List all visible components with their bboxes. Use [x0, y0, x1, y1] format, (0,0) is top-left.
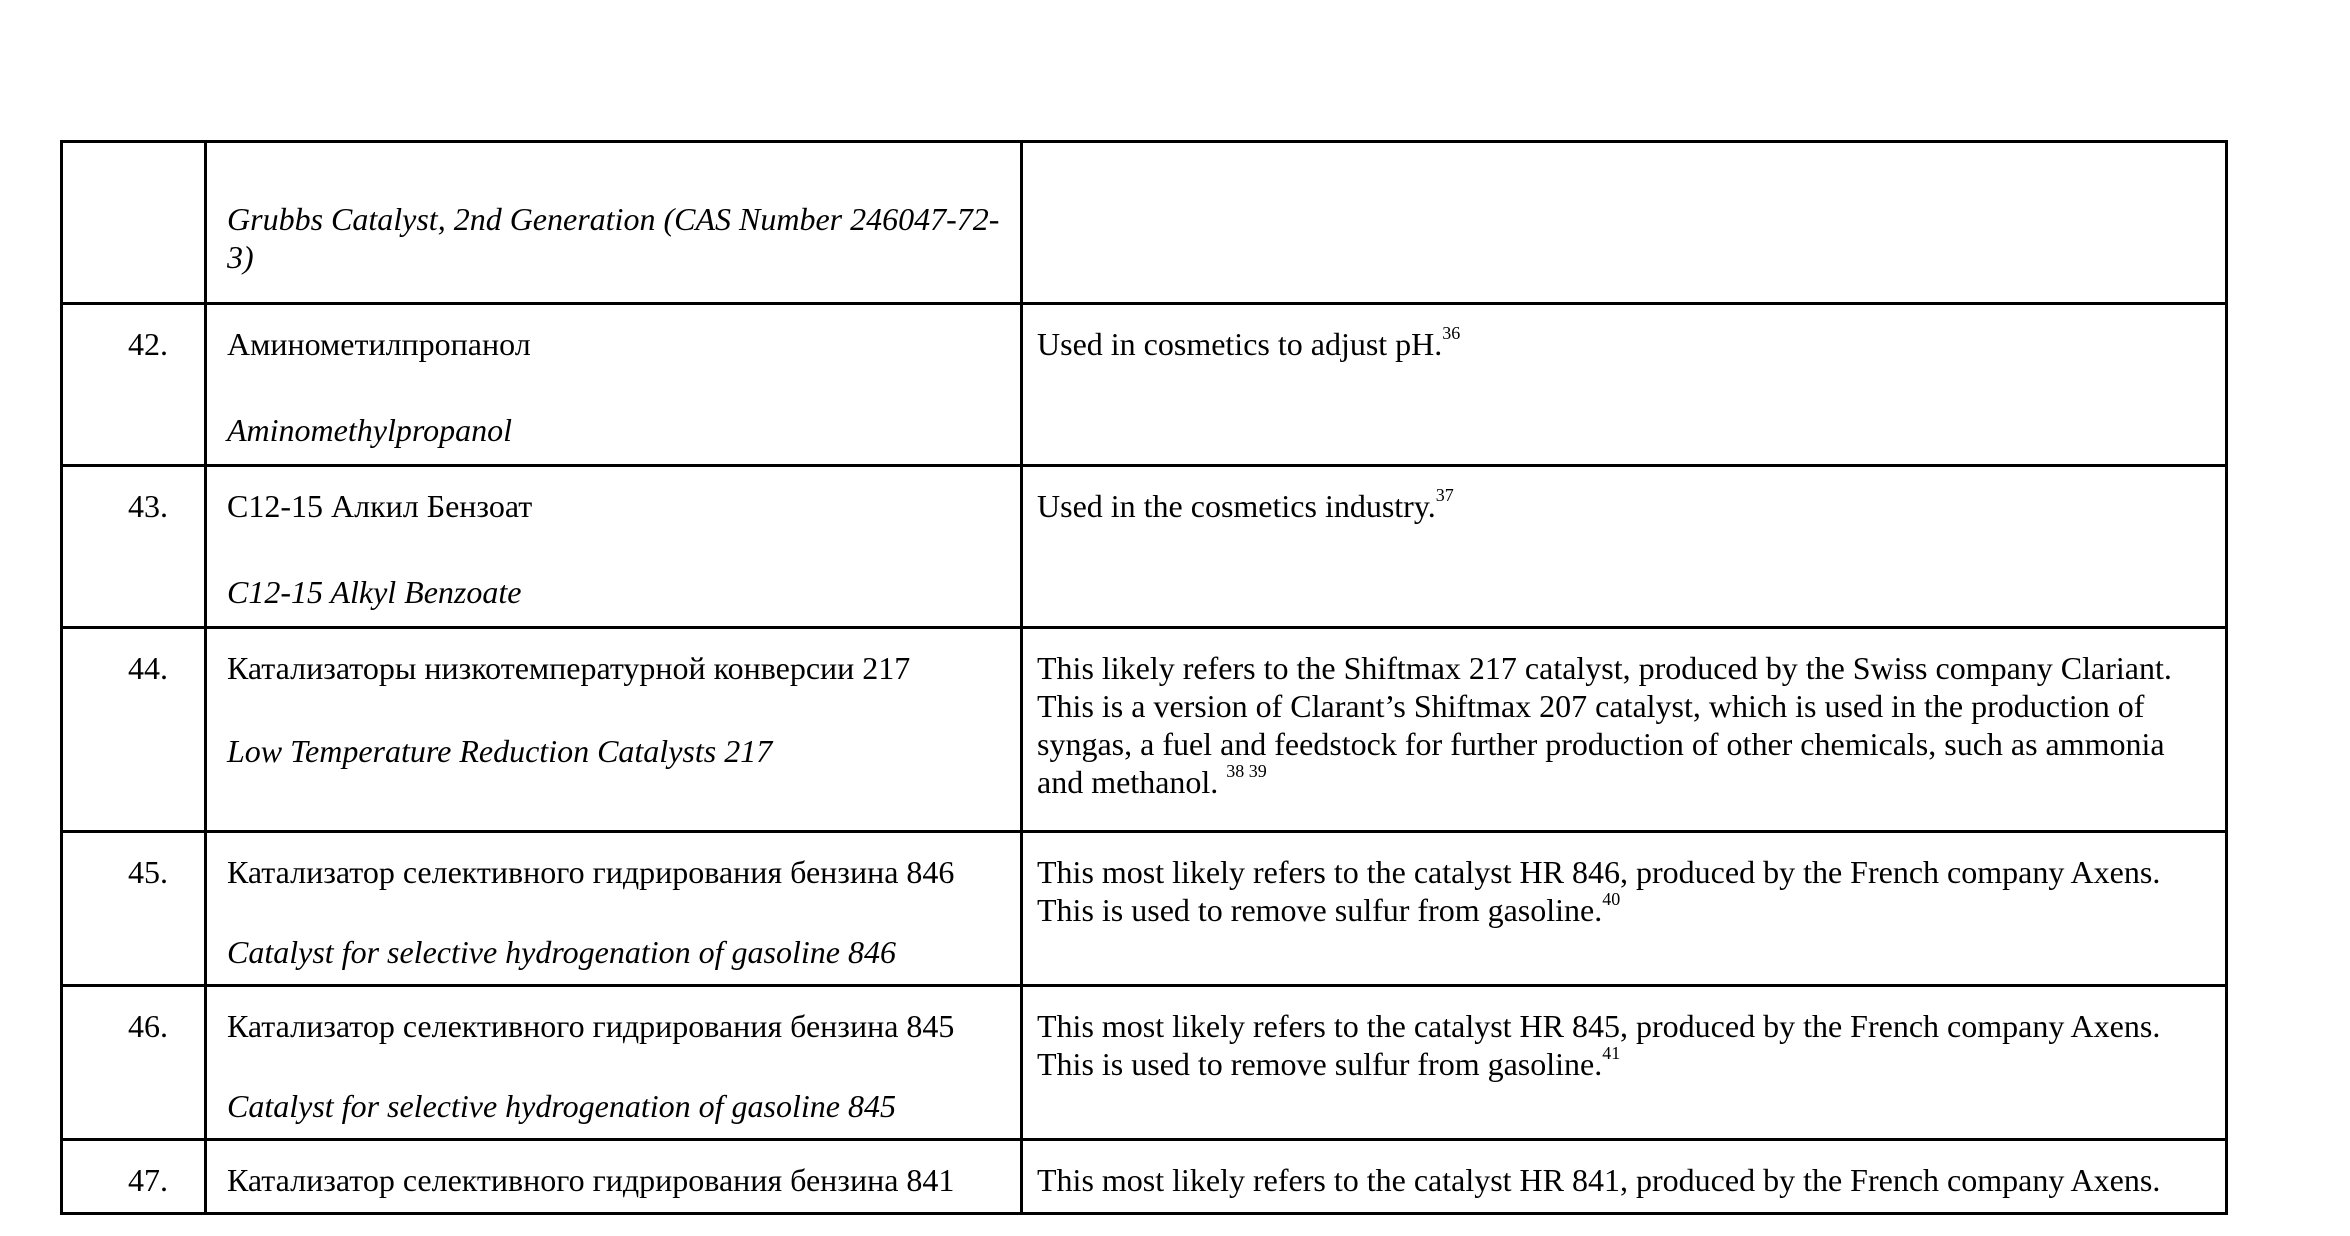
- item-description: [1022, 142, 2227, 304]
- row-number: 43.: [62, 466, 206, 628]
- row-number: 44.: [62, 628, 206, 832]
- item-description: Used in the cosmetics industry.$^{37}$: [1022, 466, 2227, 628]
- item-name-cell: [206, 986, 1022, 1140]
- item-name-en: Low Temperature Reduction Catalysts 217: [227, 733, 773, 769]
- item-name-ru: Аминометилпропанол: [227, 326, 531, 362]
- item-name-cell: [206, 304, 1022, 466]
- item-name-ru: Катализаторы низкотемпературной конверсии 217: [227, 650, 911, 686]
- footnote-ref: 38 39: [1226, 761, 1267, 781]
- item-name-cell: [206, 466, 1022, 628]
- item-name-en: Catalyst for selective hydrogenation of gasoline 846: [227, 934, 896, 970]
- item-description: Used in cosmetics to adjust pH.$^{36}$: [1022, 304, 2227, 466]
- item-name-en: Aminomethylpropanol: [227, 412, 512, 448]
- item-name-en: Grubbs Catalyst, 2nd Generation (CAS Number 246047-72-3): [227, 201, 1000, 275]
- footnote-ref: 41: [1602, 1043, 1621, 1063]
- item-name-en: C12-15 Alkyl Benzoate: [227, 574, 522, 610]
- table-row: [62, 986, 2227, 1140]
- row-number: 45.: [62, 832, 206, 986]
- item-name-cell: [206, 142, 1022, 304]
- footnote-ref: 37: [1435, 485, 1454, 505]
- item-name-ru: Катализатор селективного гидрирования бензина 845: [227, 1008, 955, 1044]
- item-name-ru: Катализатор селективного гидрирования бензина 841: [227, 1162, 955, 1198]
- item-name-cell: [206, 832, 1022, 986]
- table-row: [62, 832, 2227, 986]
- item-description: This likely refers to the Shiftmax 217 catalyst, produced by the Swiss company Clariant. This is a version of Clarant’s Shiftmax 207 catalyst, which is used in the production of syngas, a fuel and feedstock for further production of other chemicals, such as ammonia and methanol. $^{38 39}$: [1022, 628, 2227, 832]
- table-row: [62, 466, 2227, 628]
- item-description: This most likely refers to the catalyst HR 845, produced by the French company Axens. This is used to remove sulfur from gasoline.$^{41}$: [1022, 986, 2227, 1140]
- item-name-en: Catalyst for selective hydrogenation of gasoline 845: [227, 1088, 896, 1124]
- table-row: [62, 628, 2227, 832]
- table-row: [62, 304, 2227, 466]
- item-description: This most likely refers to the catalyst HR 846, produced by the French company Axens. This is used to remove sulfur from gasoline.$^{40}$: [1022, 832, 2227, 986]
- footnote-ref: 40: [1602, 889, 1621, 909]
- table-row: [62, 142, 2227, 304]
- row-number: 42.: [62, 304, 206, 466]
- item-name-ru: Катализатор селективного гидрирования бензина 846: [227, 854, 955, 890]
- item-name-cell: [206, 628, 1022, 832]
- table-row: [62, 1140, 2227, 1214]
- catalyst-table: [60, 140, 2228, 1215]
- row-number: 47.: [62, 1140, 206, 1214]
- row-number: 46.: [62, 986, 206, 1140]
- item-name-ru: C12-15 Алкил Бензоат: [227, 488, 533, 524]
- item-name-cell: [206, 1140, 1022, 1214]
- footnote-ref: 36: [1442, 323, 1461, 343]
- row-number: [62, 142, 206, 304]
- item-description: This most likely refers to the catalyst HR 841, produced by the French company Axens.: [1022, 1140, 2227, 1214]
